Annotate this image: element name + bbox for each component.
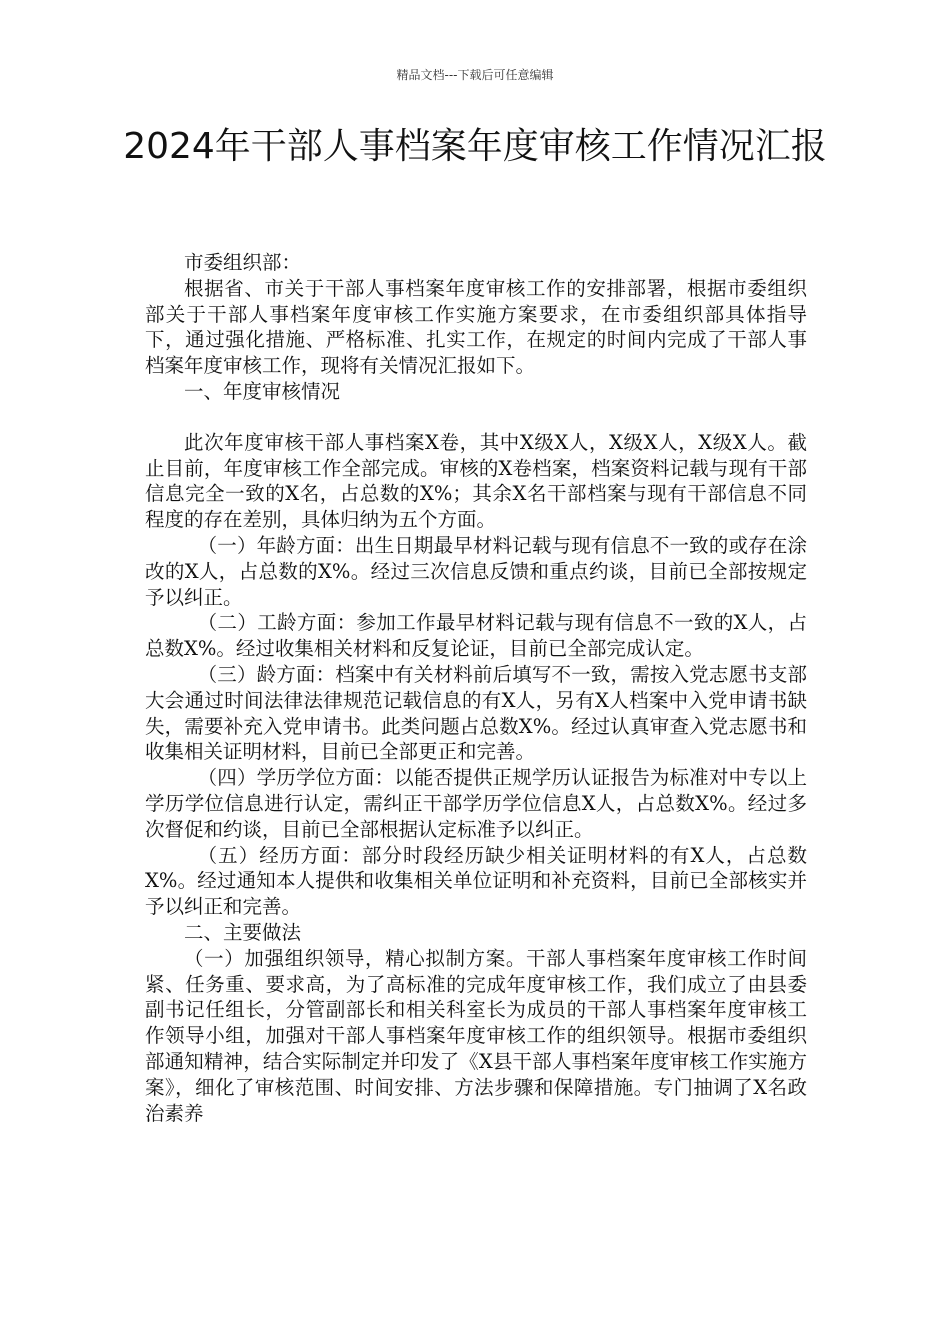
document-body — [145, 250, 807, 1126]
salutation: 市委组织部： — [184, 251, 302, 274]
section1-item-education: （四）学历学位方面：以能否提供正规学历认证报告为标准对中专以上学历学位信息进行认定，需纠正干部学历学位信息X人，占总数X%。经过多次督促和约谈，目前已全部根据认定标准予以纠正。 — [145, 766, 807, 841]
section2-item-leadership: （一）加强组织领导，精心拟制方案。干部人事档案年度审核工作时间紧、任务重、要求高，为了高标准的完成年度审核工作，我们成立了由县委副书记任组长，分管副部长和相关科室长为成员的干部人事档案年度审核工作领导小组，加强对干部人事档案年度审核工作的组织领导。根据市委组织部通知精神，结合实际制定并印发了《X县干部人事档案年度审核工作实施方案》，细化了审核范围、时间安排、方法步骤和保障措施。专门抽调了X名政治素养 — [145, 946, 807, 1125]
document-title: 2024年干部人事档案年度审核工作情况汇报 — [123, 126, 827, 167]
section1-item-work-years: （二）工龄方面：参加工作最早材料记载与现有信息不一致的X人，占总数X%。经过收集相关材料和反复论证，目前已全部完成认定。 — [145, 611, 807, 661]
section1-item-party: （三）龄方面：档案中有关材料前后填写不一致，需按入党志愿书支部大会通过时间法律法律规范记载信息的有X人，另有X人档案中入党申请书缺失，需要补充入党申请书。此类问题占总数X%。经过认真审查入党志愿书和收集相关证明材料，目前已全部更正和完善。 — [145, 662, 807, 764]
intro-paragraph: 根据省、市关于干部人事档案年度审核工作的安排部署，根据市委组织部关于干部人事档案年度审核工作实施方案要求，在市委组织部具体指导下，通过强化措施、严格标准、扎实工作，在规定的时间内完成了干部人事档案年度审核工作，现将有关情况汇报如下。 — [145, 276, 807, 378]
section2-heading: 二、主要做法 — [184, 920, 302, 944]
section1-body: 此次年度审核干部人事档案X卷，其中X级X人，X级X人，X级X人。截止目前，年度审核工作全部完成。审核的X卷档案，档案资料记载与现有干部信息完全一致的X名，占总数的X%；其余X名干部档案与现有干部信息不同程度的存在差别，具体归纳为五个方面。 — [145, 430, 807, 532]
section1-item-experience: （五）经历方面：部分时段经历缺少相关证明材料的有X人，占总数X%。经过通知本人提供和收集相关单位证明和补充资料，目前已全部核实并予以纠正和完善。 — [145, 843, 807, 919]
section1-heading: 一、年度审核情况 — [184, 379, 341, 403]
header-note: 精品文档---下载后可任意编辑 — [396, 68, 554, 82]
blank-line — [145, 405, 807, 430]
section1-item-age: （一）年龄方面：出生日期最早材料记载与现有信息不一致的或存在涂改的X人，占总数的X%。经过三次信息反馈和重点约谈，目前已全部按规定予以纠正。 — [145, 533, 807, 609]
